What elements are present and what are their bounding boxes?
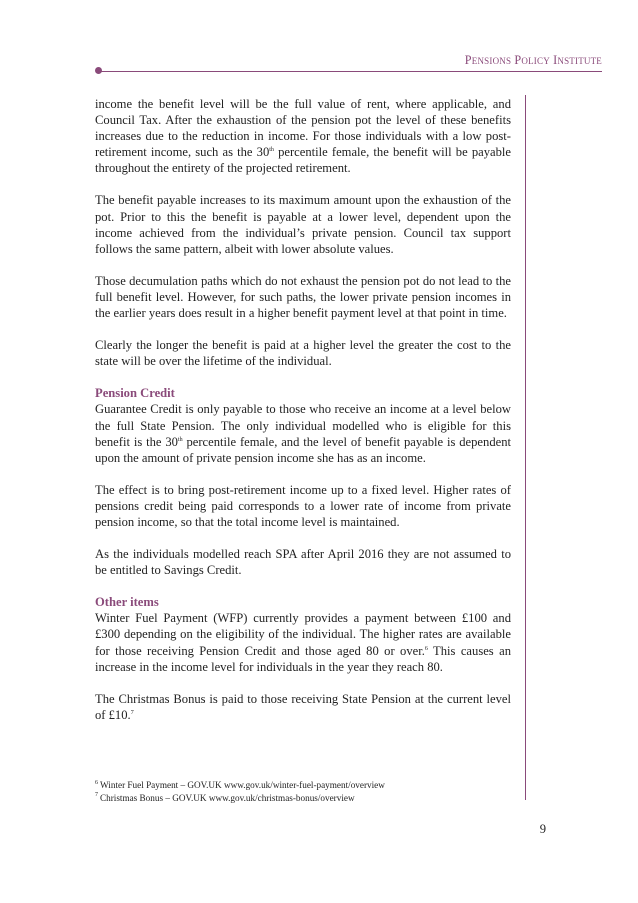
footnote bbox=[95, 779, 515, 792]
footnote-ref: 7 bbox=[130, 709, 134, 716]
paragraph: The effect is to bring post-retirement income up to a fixed level. Higher rates of pensions credit being paid corresponds to a lower rate of income from private pension income, so that the total income level is maintained. bbox=[95, 482, 511, 529]
paragraph: Winter Fuel Payment (WFP) currently provides a payment between £100 and £300 depending on the eligibility of the individual. The higher rates are available for those receiving Pension Credit and those aged 80 or over.$^6$ This causes an increase in the income level for individuals in the year they reach 80. bbox=[95, 611, 511, 674]
paragraph: Guarantee Credit is only payable to those who receive an income at a level below the full State Pension. The only individual modelled who is eligible for this benefit is the 30th percentile female, and the level of benefit payable is dependent upon the amount of private pension income she has as an income. bbox=[95, 402, 512, 465]
section-heading-pension-credit: Pension Credit bbox=[95, 386, 175, 401]
footnote bbox=[95, 792, 515, 805]
page-number: 9 bbox=[539, 822, 546, 836]
running-header-title: Pensions Policy Institute bbox=[464, 53, 602, 67]
footnote-mark: 7 bbox=[95, 792, 98, 799]
body-text bbox=[95, 96, 511, 739]
footnote-text: Winter Fuel Payment – GOV.UK www.gov.uk/winter-fuel-payment/overview bbox=[100, 780, 385, 790]
footnote-ref: 6 bbox=[424, 645, 428, 652]
ordinal-suffix: th bbox=[269, 147, 274, 154]
paragraph: Clearly the longer the benefit is paid at a higher level the greater the cost to the state will be over the lifetime of the individual. bbox=[95, 338, 511, 369]
paragraph: Those decumulation paths which do not exhaust the pension pot do not lead to the full benefit level. However, for such paths, the lower private pension incomes in the earlier years does result in a higher benefit payment level at that point in time. bbox=[95, 273, 511, 321]
paragraph: The Christmas Bonus is paid to those receiving State Pension at the current level of £10.$^7$ bbox=[95, 691, 511, 722]
paragraph: As the individuals modelled reach SPA after April 2016 they are not assumed to be entitled to Savings Credit. bbox=[95, 547, 511, 578]
footnote-text: Christmas Bonus – GOV.UK www.gov.uk/christmas-bonus/overview bbox=[100, 792, 355, 803]
margin-rule bbox=[525, 95, 526, 800]
header-rule bbox=[100, 71, 602, 72]
paragraph: income the benefit level will be the full value of rent, where applicable, and Council Tax. After the exhaustion of the pension pot the level of these benefits increases due to the reduction in income. For those individuals with a low post-retirement income, such as the 30th percentile female, the benefit will be payable throughout the entirety of the projected retirement. bbox=[95, 97, 512, 176]
paragraph: The benefit payable increases to its maximum amount upon the exhaustion of the pot. Prior to this the benefit is payable at a lower level, dependent upon the income achieved from the individual’s private pension. Council tax support follows the same pattern, albeit with lower absolute values. bbox=[95, 193, 511, 256]
footnote-mark: 6 bbox=[95, 779, 98, 786]
footnotes bbox=[95, 779, 515, 804]
ordinal-suffix: th bbox=[177, 436, 183, 443]
section-heading-other-items: Other items bbox=[95, 595, 159, 610]
